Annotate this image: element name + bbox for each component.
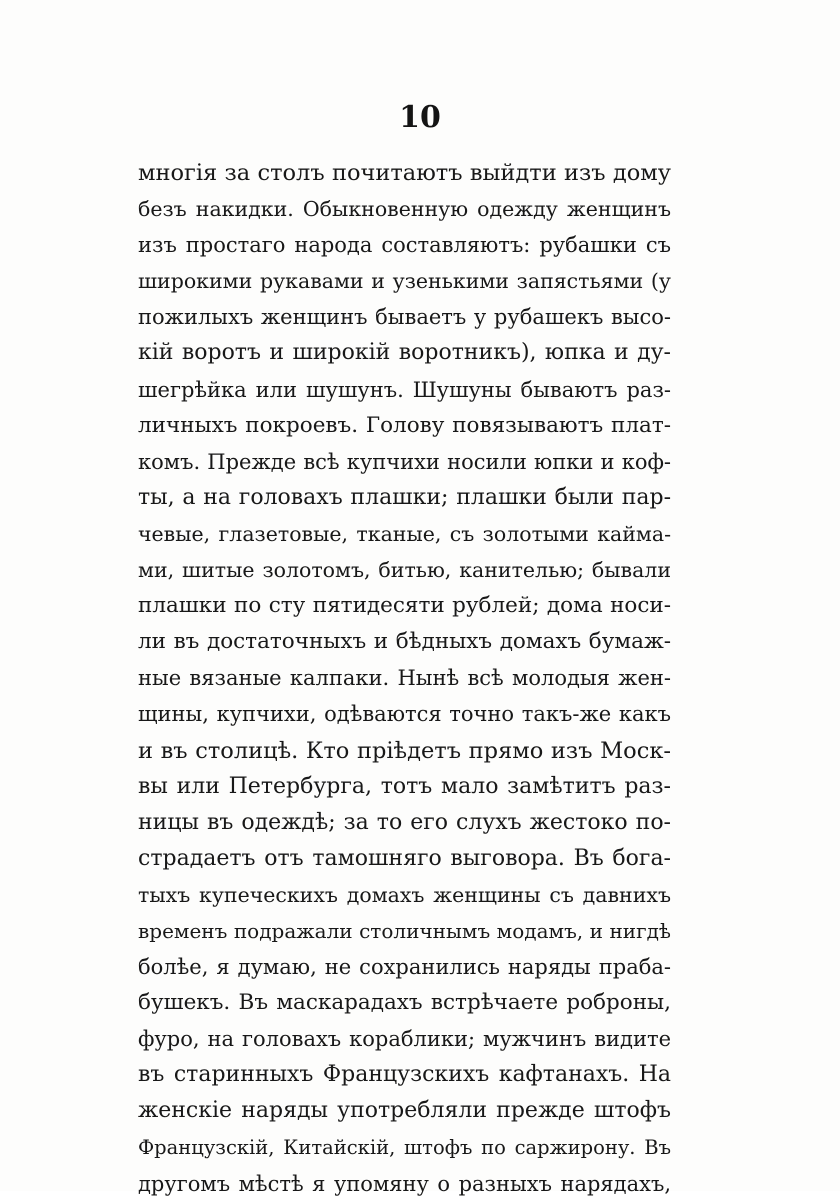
text-line: плашки по сту пятидесяти рублей; дома носи- (138, 593, 671, 619)
text-line: ты, а на головахъ плашки; плашки были пар- (138, 484, 671, 510)
text-line: фуро, на головахъ кораблики; мужчинъ видите (138, 1027, 671, 1052)
text-line: тыхъ купеческихъ домахъ женщины съ давнихъ (138, 882, 671, 907)
text-line: ницы въ одеждѣ; за то его слухъ жестоко по- (138, 809, 671, 835)
text-line: многія за столъ почитаютъ выйдти изъ дому (138, 160, 671, 186)
body-text (138, 155, 671, 1202)
text-line: страдаетъ отъ тамошняго выговора. Въ бога- (138, 845, 671, 871)
text-line: ли въ достаточныхъ и бѣдныхъ домахъ бумаж- (138, 629, 671, 655)
text-line: пожилыхъ женщинъ бываетъ у рубашекъ высо- (138, 305, 671, 330)
text-line: временъ подражали столичнымъ модамъ, и нигдѣ (138, 918, 671, 943)
text-line: ми, шитые золотомъ, битью, канителью; бывали (138, 558, 671, 583)
text-line: въ старинныхъ Французскихъ кафтанахъ. На (138, 1062, 671, 1088)
text-line: бушекъ. Въ маскарадахъ встрѣчаете роброны, (138, 990, 671, 1016)
text-line: изъ простаго народа составляютъ: рубашки съ (138, 233, 671, 258)
page-number: 10 (399, 100, 441, 135)
text-line: широкими рукавами и узенькими запястьями (у (138, 269, 671, 294)
text-line: и въ столицѣ. Кто пріѣдетъ прямо изъ Моск- (138, 737, 671, 764)
text-line: личныхъ покроевъ. Голову повязываютъ плат- (138, 412, 671, 438)
text-line: ные вязаные калпаки. Нынѣ всѣ молодыя жен- (138, 666, 671, 691)
text-line: кій воротъ и широкій воротникъ), юпка и ду- (138, 340, 671, 366)
text-line: безъ накидки. Обыкновенную одежду женщинъ (138, 197, 671, 222)
text-line: шегрѣйка или шушунъ. Шушуны бываютъ раз- (138, 377, 671, 402)
text-line: комъ. Прежде всѣ купчихи носили юпки и коф- (138, 449, 671, 474)
text-line: другомъ мѣстѣ я упомяну о разныхъ нарядахъ, (138, 1171, 671, 1196)
text-line: Французскій, Китайскій, штофъ по саржирону. Въ (138, 1135, 671, 1159)
text-line: женскіе наряды употребляли прежде штофъ (138, 1098, 671, 1124)
text-line: болѣе, я думаю, не сохранились наряды праба- (138, 955, 671, 980)
text-line: вы или Петербурга, тотъ мало замѣтитъ раз- (138, 773, 671, 799)
text-line: щины, купчихи, одѣваются точно такъ-же какъ (138, 702, 671, 727)
text-line: чевые, глазетовые, тканые, съ золотыми кайма- (138, 521, 671, 546)
